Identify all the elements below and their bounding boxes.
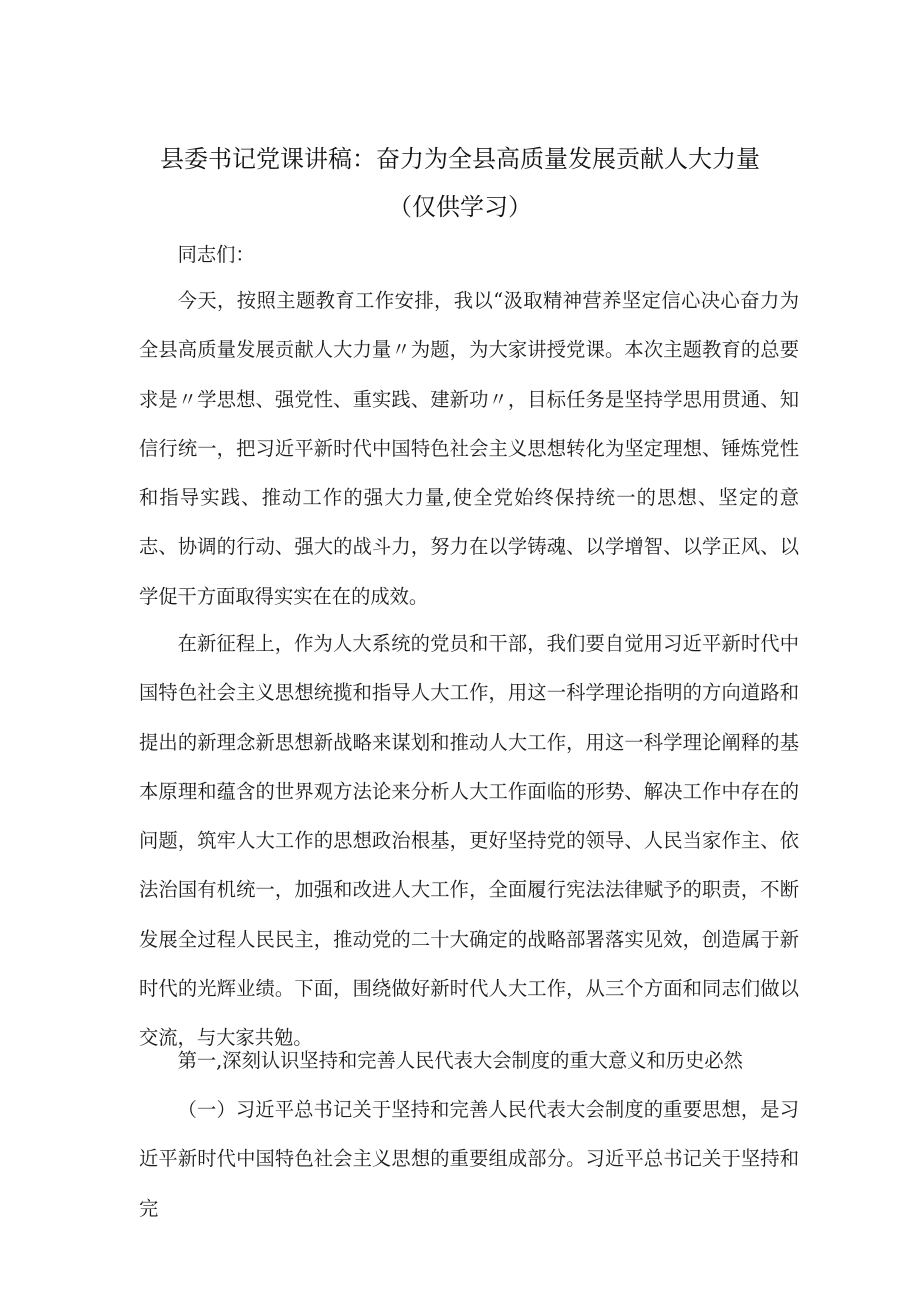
paragraph-1: 今天，按照主题教育工作安排，我以“汲取精神营养坚定信心决心奋力为全县高质量发展贡献人大力量〃为题，为大家讲授党课。本次主题教育的总要求是〃学思想、强党性、重实践、建新功〃，目标任务是坚持学思用贯通、知信行统一，把习近平新时代中国特色社会主义思想转化为坚定理想、锤炼党性和指导实践、推动工作的强大力量,使全党始终保持统一的思想、坚定的意志、协调的行动、强大的战斗力，努力在以学铸魂、以学增智、以学正风、以学促干方面取得实实在在的成效。 (139, 289, 799, 608)
salutation-block (139, 230, 799, 279)
sub-paragraph-1: （一）习近平总书记关于坚持和完善人民代表大会制度的重要思想，是习近平新时代中国特色社会主义思想的重要组成部分。习近平总书记关于坚持和完 (139, 1098, 799, 1220)
document-subtitle: （仅供学习） (388, 193, 532, 221)
section-heading-1: 第一,深刻认识坚持和完善人民代表大会制度的重大意义和历史必然 (177, 1049, 743, 1072)
paragraph-block-2 (139, 619, 799, 1063)
document-title: 县委书记党课讲稿：奋力为全县高质量发展贡献人大力量 (160, 145, 760, 173)
section-heading-block (139, 1036, 799, 1085)
paragraph-2: 在新征程上，作为人大系统的党员和干部，我们要自觉用习近平新时代中国特色社会主义思想统揽和指导人大工作，用这一科学理论指明的方向道路和提出的新理念新思想新战略来谋划和推动人大工作，用这一科学理论阐释的基本原理和蕴含的世界观方法论来分析人大工作面临的形势、解决工作中存在的问题，筑牢人大工作的思想政治根基，更好坚持党的领导、人民当家作主、依法治国有机统一，加强和改进人大工作，全面履行宪法法律赋予的职责，不断发展全过程人民民主，推动党的二十大确定的战略部署落实见效，创造属于新时代的光辉业绩。下面，围绕做好新时代人大工作，从三个方面和同志们做以交流，与大家共勉。 (139, 632, 799, 1050)
salutation: 同志们： (177, 243, 255, 266)
paragraph-block-1 (139, 276, 799, 621)
paragraph-block-3 (139, 1085, 799, 1233)
